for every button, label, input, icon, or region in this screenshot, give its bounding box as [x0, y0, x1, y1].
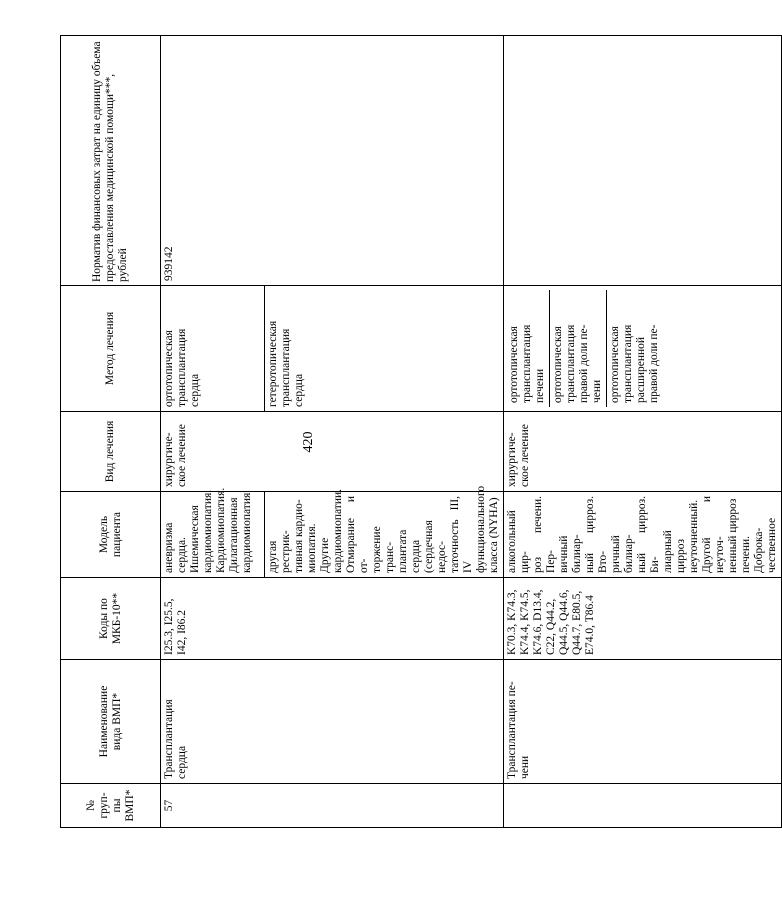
header-vmp-name: Наименование вида ВМП*	[61, 660, 161, 784]
header-norm-cost: Норматив финансовых затрат на единицу объема предоставления медицинской помощи***, рублей	[61, 36, 161, 286]
method-item: ортотопическая трансплантация правой доли пе- чени	[549, 290, 606, 407]
method-item: ортотопическая трансплантация расширенной правой доли пе-	[606, 290, 663, 407]
patient-model: алкогольный цир- роз печени. Пер- вичный билиар- ный цирроз. Вто- ричный билиар- ный цирроз. Би- лиарный цирроз неуточненный. Другой и неуточ- ненный цирроз печени. Доброка- чественное	[504, 492, 782, 578]
treatment-method: ортотопическая трансплантация сердца	[161, 286, 265, 412]
vmp-table	[60, 35, 782, 828]
method-item: ортотопическая трансплантация печени	[508, 324, 546, 403]
header-treatment-method: Метод лечения	[61, 286, 161, 412]
group-number: 57	[161, 784, 504, 828]
group-number	[504, 784, 782, 828]
icd-codes: K70.3, K74.3, K74.4, K74.5, K74.6, D13.4, C22, Q44.2, Q44.5, Q44.6, Q44.7, E80.5, E74.0, T86.4	[504, 578, 782, 660]
vmp-name: Трансплантация сердца	[161, 660, 504, 784]
icd-codes: I25.3, I25.5, I42, I86.2	[161, 578, 504, 660]
table-header-row	[61, 36, 161, 828]
patient-model: аневризма сердца. Ишемическая кардиомиопатия. Кардиомиопатия. Дилатационная кардиомиопатия	[161, 492, 265, 578]
treatment-method	[504, 286, 782, 412]
treatment-type: хирургиче- ское лечение	[161, 412, 504, 492]
vmp-name: Трансплантация пе- чени	[504, 660, 782, 784]
table-row	[504, 36, 782, 828]
table-row	[161, 36, 265, 828]
treatment-type: хирургиче- ское лечение	[504, 412, 782, 492]
norm-cost-value	[504, 36, 782, 286]
header-icd-codes: Коды по МКБ-10**	[61, 578, 161, 660]
header-treatment-type: Вид лечения	[61, 412, 161, 492]
patient-model: другая рестрик- тивная кардио- миопатия. Другие кардиомиопатии. Отмирание и от- торжение транс- плантата сердца (сердечная недос- таточность III, IV функционального класса (NYHA)	[265, 492, 504, 578]
table-rotated-container	[60, 36, 778, 828]
norm-cost-value: 939142	[161, 36, 504, 286]
header-patient-model: Модель пациента	[61, 492, 161, 578]
page-number: 420	[301, 431, 316, 453]
header-group-no: № груп- пы ВМП*	[61, 784, 161, 828]
treatment-method: гетеротопическая трансплантация сердца	[265, 286, 504, 412]
